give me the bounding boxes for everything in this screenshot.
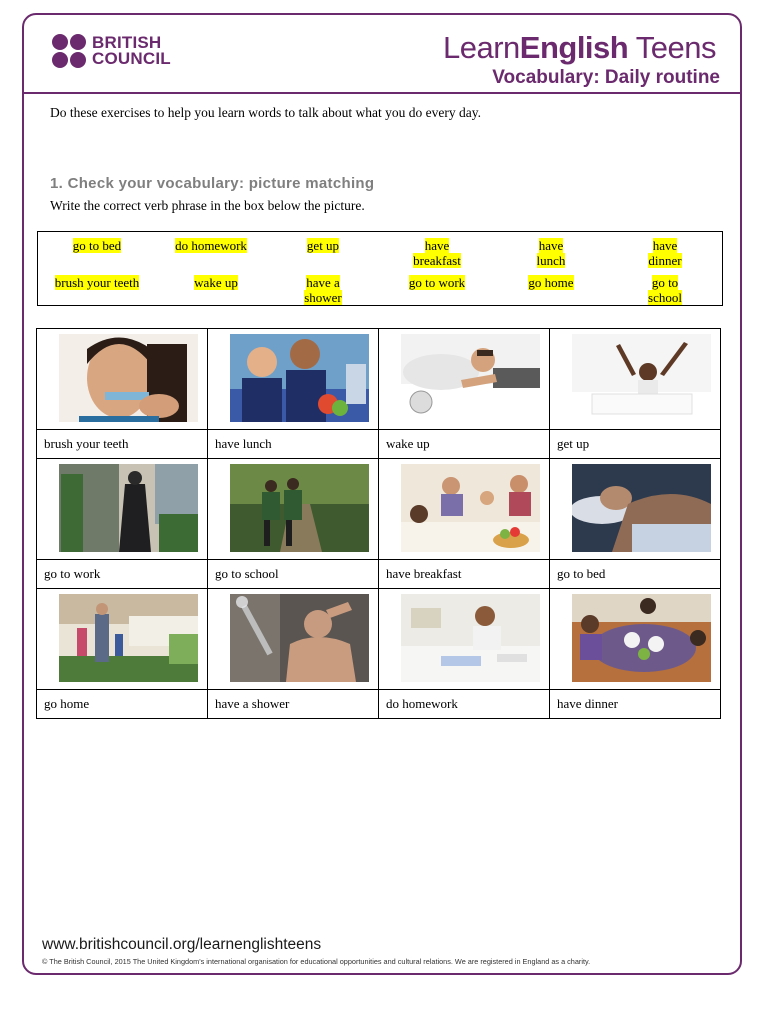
word-bank-item: go to bed [72, 238, 122, 253]
word-bank-item: have breakfast [413, 238, 461, 268]
woman-stretching-in-bed-photo [572, 334, 711, 422]
word-bank-item: wake up [194, 275, 238, 290]
word-bank-item: do homework [175, 238, 247, 253]
word-bank-item: have lunch [536, 238, 566, 268]
word-bank-item: get up [306, 238, 340, 253]
picture-label: have dinner [550, 690, 721, 719]
picture-cell [379, 589, 550, 690]
picture-label: have a shower [208, 690, 379, 719]
businessman-walking-to-office-photo [59, 464, 198, 552]
picture-label: go home [37, 690, 208, 719]
children-walking-to-school-photo [230, 464, 369, 552]
footer-copyright: © The British Council, 2015 The United Kingdom's international organisation for educational opportunities and cultural relations. We are registered in England as a charity. [42, 957, 591, 966]
picture-cell [208, 329, 379, 430]
label-row [37, 430, 721, 459]
british-council-logo [52, 34, 171, 68]
word-bank-item: go home [528, 275, 574, 290]
man-sleeping-photo [572, 464, 711, 552]
girl-doing-homework-photo [401, 594, 540, 682]
word-bank-item: go to school [648, 275, 682, 305]
man-waking-up-alarm-photo [401, 334, 540, 422]
page-title: Vocabulary: Daily routine [492, 67, 720, 88]
picture-label: get up [550, 430, 721, 459]
intro-text: Do these exercises to help you learn words to talk about what you do every day. [50, 105, 482, 120]
word-bank-item: have dinner [648, 238, 682, 268]
man-showering-photo [230, 594, 369, 682]
picture-cell [37, 459, 208, 560]
learnenglish-teens-brand [443, 30, 716, 66]
picture-cell [550, 589, 721, 690]
picture-label: go to bed [550, 560, 721, 589]
footer-url[interactable]: www.britishcouncil.org/learnenglishteens [42, 936, 322, 953]
schoolboys-eating-lunch-photo [230, 334, 369, 422]
picture-row [37, 329, 721, 430]
picture-cell [379, 329, 550, 430]
picture-row [37, 459, 721, 560]
picture-cell [550, 459, 721, 560]
picture-label: go to work [37, 560, 208, 589]
picture-label: do homework [379, 690, 550, 719]
word-bank-box [37, 231, 723, 306]
picture-cell [37, 329, 208, 430]
logo-dots-icon [52, 34, 86, 68]
picture-label: have breakfast [379, 560, 550, 589]
brand-english: English [519, 30, 629, 65]
picture-cell [37, 589, 208, 690]
logo-line-2: COUNCIL [92, 49, 171, 68]
family-arriving-home-photo [59, 594, 198, 682]
picture-label: go to school [208, 560, 379, 589]
brand-learn: Learn [442, 30, 520, 65]
picture-row [37, 589, 721, 690]
logo-line-1: BRITISH [92, 33, 162, 52]
label-row [37, 560, 721, 589]
word-bank-item: have a shower [304, 275, 342, 305]
picture-cell [379, 459, 550, 560]
picture-label: brush your teeth [37, 430, 208, 459]
girl-brushing-teeth-photo [59, 334, 198, 422]
section-heading: 1. Check your vocabulary: picture matching [50, 175, 375, 192]
picture-matching-table [36, 328, 721, 719]
word-bank-item: go to work [408, 275, 466, 290]
word-bank-item: brush your teeth [54, 275, 140, 290]
brand-teens: Teens [628, 30, 716, 65]
family-dinner-photo [572, 594, 711, 682]
picture-cell [550, 329, 721, 430]
picture-label: have lunch [208, 430, 379, 459]
family-breakfast-photo [401, 464, 540, 552]
header-divider [24, 92, 741, 94]
label-row [37, 690, 721, 719]
picture-label: wake up [379, 430, 550, 459]
picture-cell [208, 459, 379, 560]
section-instruction: Write the correct verb phrase in the box below the picture. [50, 198, 365, 213]
picture-cell [208, 589, 379, 690]
